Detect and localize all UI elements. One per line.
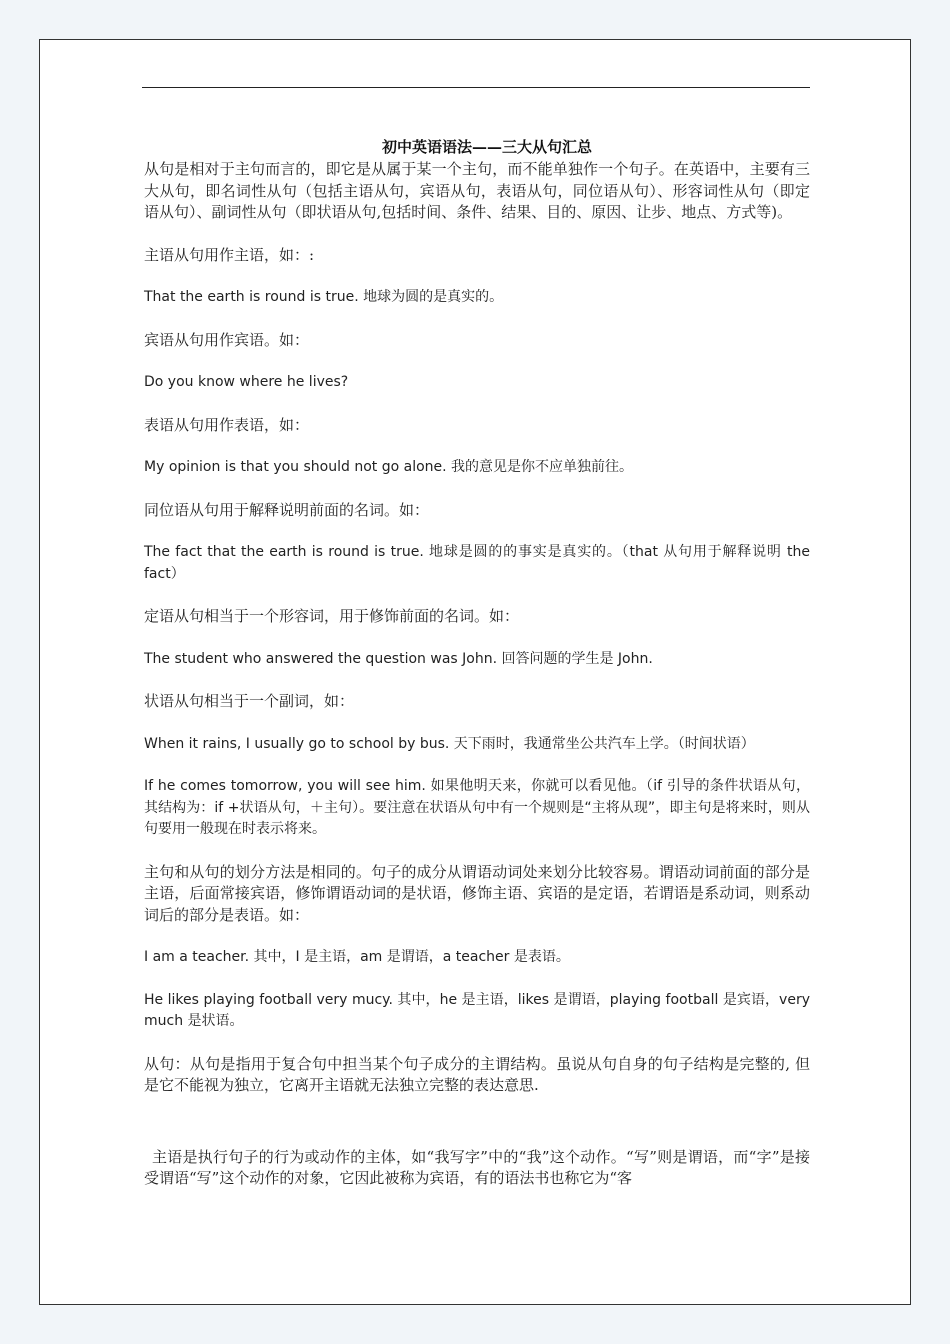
appositive-clause-example: The fact that the earth is round is true. 地球是圆的的事实是真实的。（that 从句用于解释说明 the fact） [144,544,810,582]
predicative-clause-heading: 表语从句用作表语，如： [144,415,310,434]
document-body [144,135,810,1211]
subject-explanation: 主语是执行句子的行为或动作的主体，如“我写字”中的“我”这个动作。“写”则是谓语，而“字”是接受谓语“写”这个动作的对象，它因此被称为宾语，有的语法书也称它为“客 [144,1147,810,1187]
attributive-clause-example: The student who answered the question was John. 回答问题的学生是 John. [144,650,653,667]
adverbial-clause-heading: 状语从句相当于一个副词，如： [144,692,355,710]
document-page [39,39,911,1305]
example-teacher: I am a teacher. 其中，I 是主语，am 是谓语，a teacher 是表语。 [144,949,570,965]
subject-clause-heading: 主语从句用作主语，如：: [144,245,315,264]
clause-definition: 从句：从句是指用于复合句中担当某个句子成分的主谓结构。虽说从句自身的句子结构是完整的, 但是它不能视为独立，它离开主语就无法独立完整的表达意思. [144,1054,810,1094]
predicative-clause-example: My opinion is that you should not go alone. 我的意见是你不应单独前往。 [144,459,634,475]
example-football: He likes playing football very mucy. 其中，he 是主语，likes 是谓语，playing football 是宾语，very much 是状语。 [144,991,810,1029]
header-rule [142,87,810,88]
appositive-clause-heading: 同位语从句用于解释说明前面的名词。如： [144,500,430,519]
adverbial-clause-example-condition: If he comes tomorrow, you will see him. 如果他明天来，你就可以看见他。（if 引导的条件状语从句，其结构为：if +状语从句，＋主句）。要注意在状语从句中有一个规则是“主将从现”，即主句是将来时，则从句要用一般现在时表示将来。 [144,778,810,837]
spacer [144,1097,810,1147]
object-clause-heading: 宾语从句用作宾语。如： [144,330,310,349]
subject-clause-example: That the earth is round is true. 地球为圆的是真实的。 [144,289,504,305]
object-clause-example: Do you know where he lives? [144,374,349,390]
attributive-clause-heading: 定语从句相当于一个形容词，用于修饰前面的名词。如： [144,607,520,625]
document-title: 初中英语语法——三大从句汇总 [381,138,592,156]
adverbial-clause-example-time: When it rains, I usually go to school by bus. 天下雨时，我通常坐公共汽车上学。（时间状语） [144,735,755,752]
intro-paragraph: 从句是相对于主句而言的，即它是从属于某一个主句，而不能单独作一个句子。在英语中，主要有三大从句，即名词性从句（包括主语从句，宾语从句，表语从句，同位语从句）、形容词性从句（即定语从句）、副词性从句（即状语从句,包括时间、条件、结果、目的、原因、让步、地点、方式等)。 [144,160,810,221]
clause-division-paragraph: 主句和从句的划分方法是相同的。句子的成分从谓语动词处来划分比较容易。谓语动词前面的部分是主语，后面常接宾语，修饰谓语动词的是状语，修饰主语、宾语的是定语，若谓语是系动词，则系动词后的部分是表语。如： [144,862,810,924]
